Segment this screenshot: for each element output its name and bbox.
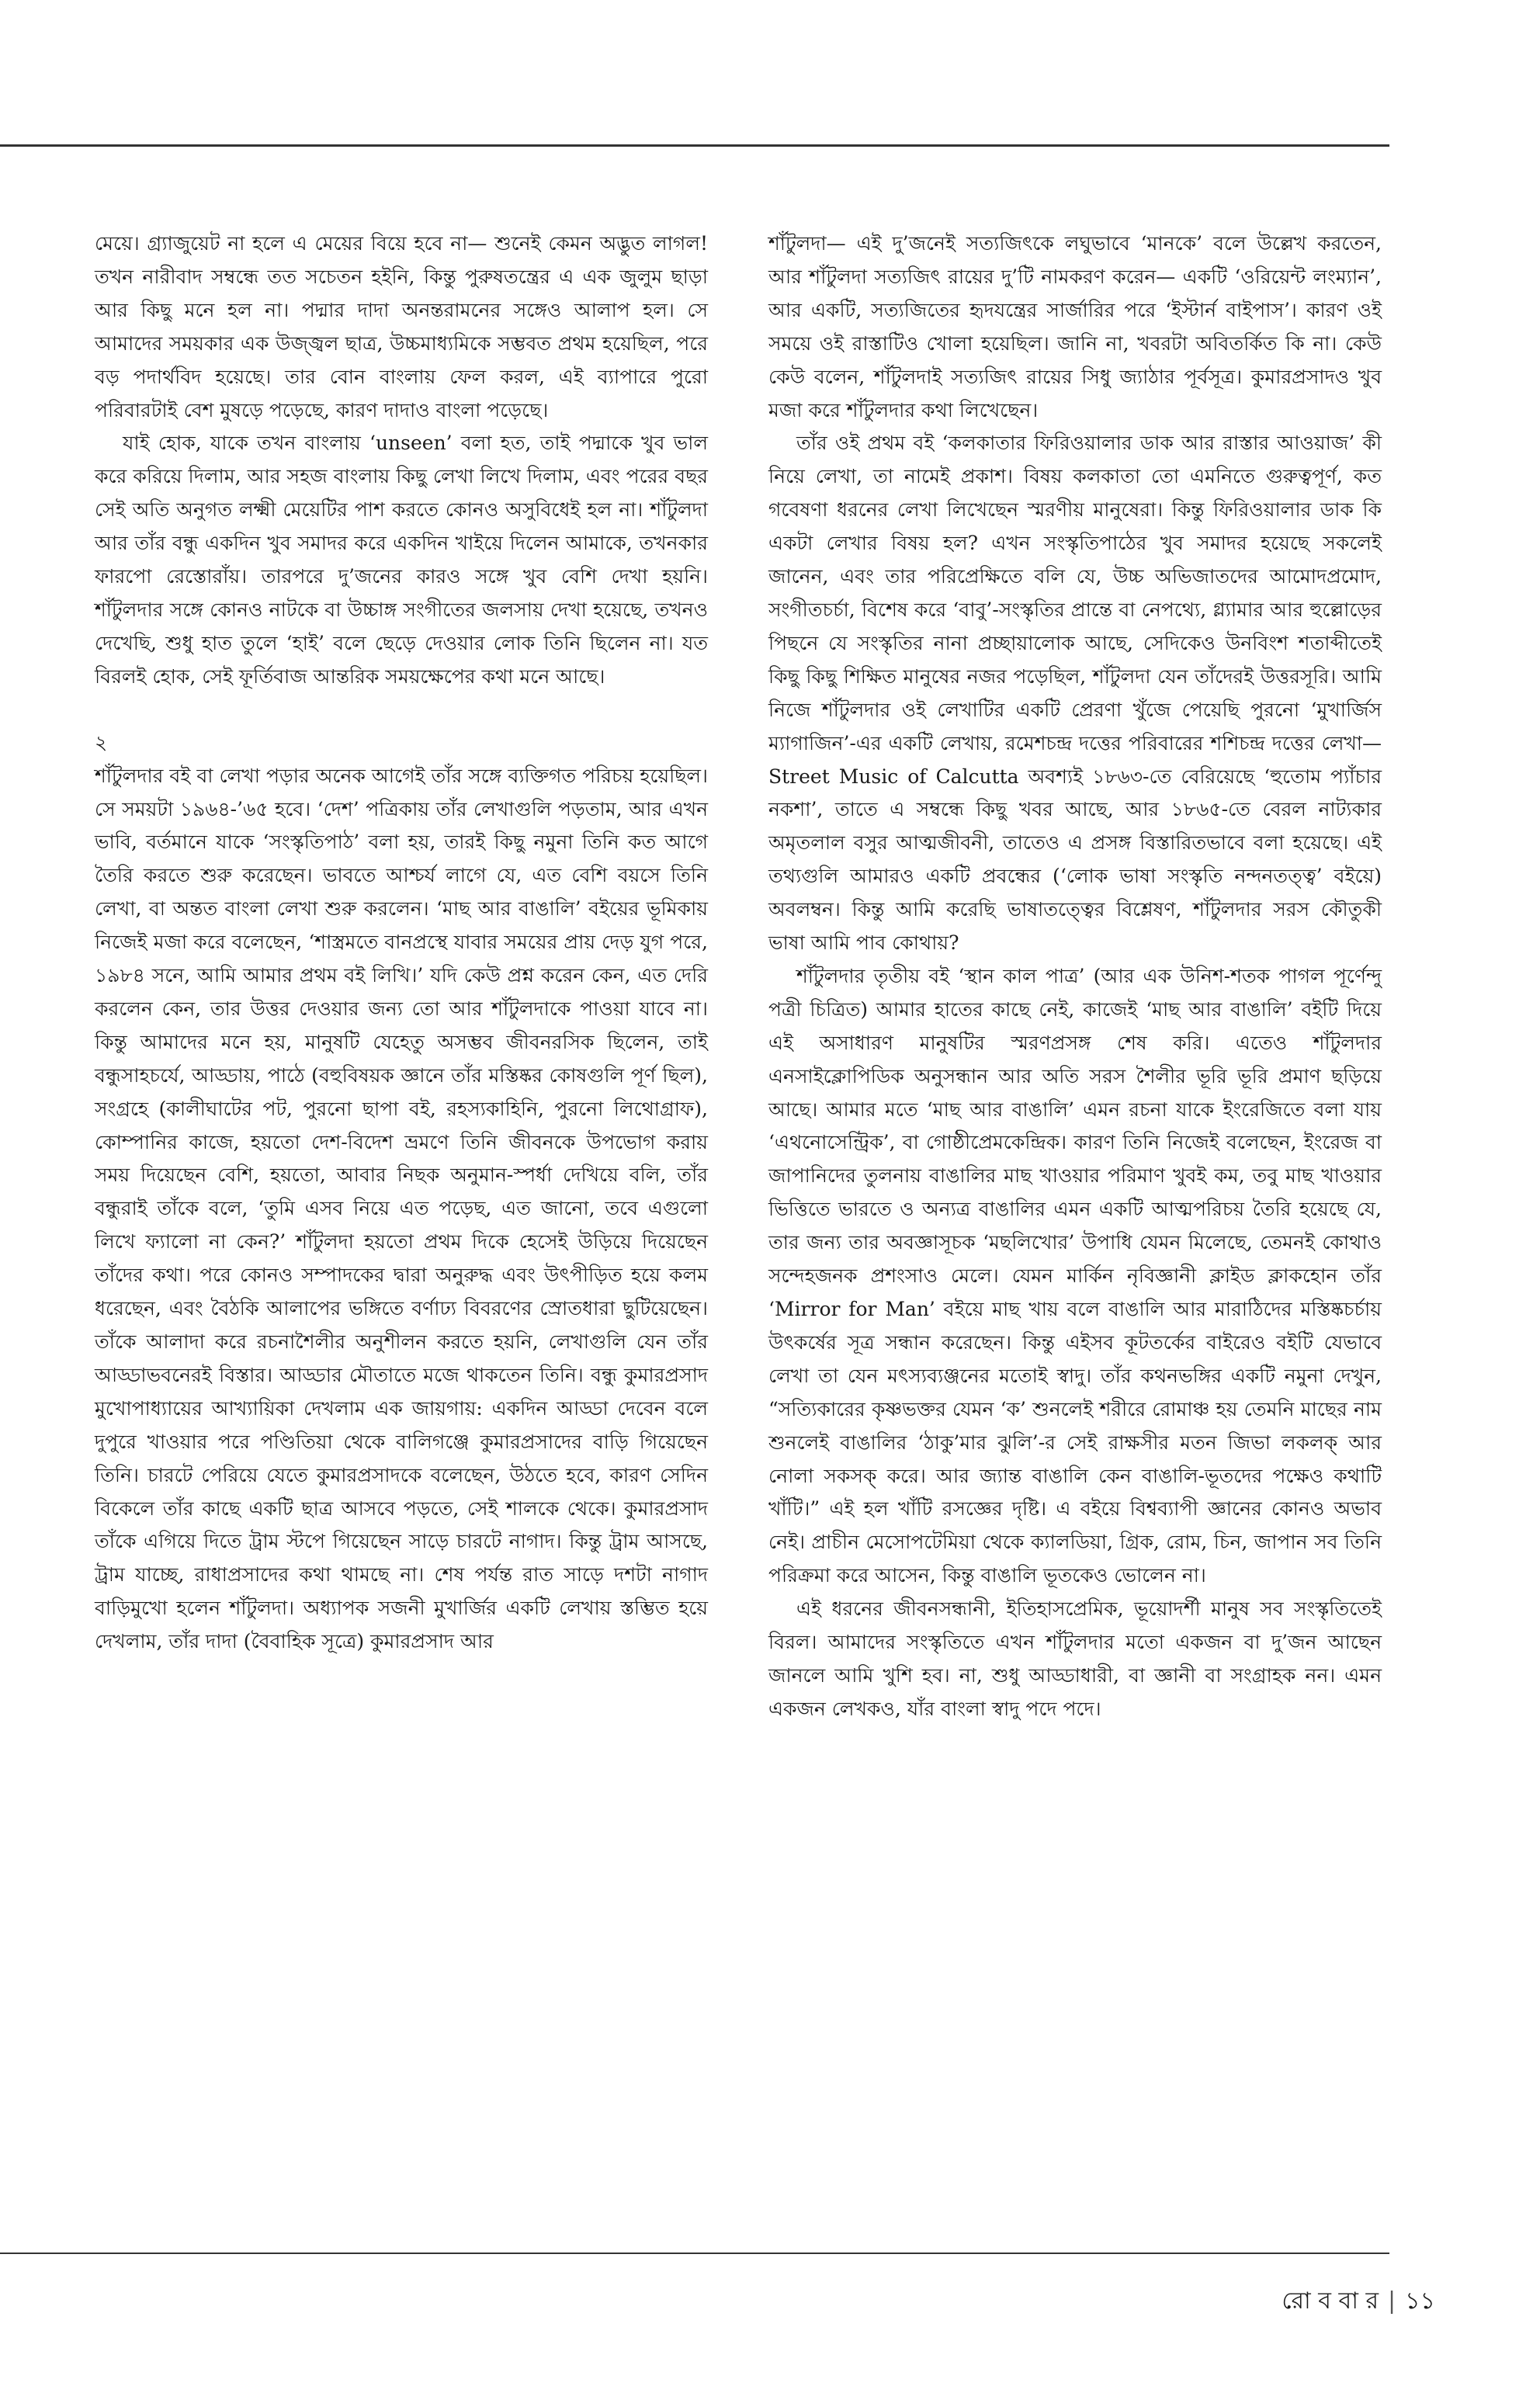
paragraph: শাঁটুলদার বই বা লেখা পড়ার অনেক আগেই তাঁর সঙ্গে ব্যক্তিগত পরিচয় হয়েছিল। সে সময়টা ১৯৬৪-’৬৫ হবে। ‘দেশ’ পত্রিকায় তাঁর লেখাগুলি পড়তাম, আর এখন ভাবি, বর্তমানে যাকে ‘সংস্কৃতিপাঠ’ বলা হয়, তারই কিছু নমুনা তিনি কত আগে তৈরি করতে শুরু করেছেন। ভাবতে আশ্চর্য লাগে যে, এত বেশি বয়সে তিনি লেখা, বা অন্তত বাংলা লেখা শুরু করলেন। ‘মাছ আর বাঙালি’ বইয়ের ভূমিকায় নিজেই মজা করে বলেছেন, ‘শাস্ত্রমতে বানপ্রস্থে যাবার সময়ের প্রায় দেড় যুগ পরে, ১৯৮৪ সনে, আমি আমার প্রথম বই লিখি।’ যদি কেউ প্রশ্ন করেন কেন, এত দেরি করলেন কেন, তার উত্তর দেওয়ার জন্য তো আর শাঁটুলদাকে পাওয়া যাবে না। কিন্তু আমাদের মনে হয়, মানুষটি যেহেতু অসম্ভব জীবনরসিক ছিলেন, তাই বন্ধুসাহচর্যে, আড্ডায়, পাঠে (বহুবিষয়ক জ্ঞানে তাঁর মস্তিষ্কর কোষগুলি পূর্ণ ছিল), সংগ্রহে (কালীঘাটের পট, পুরনো ছাপা বই, রহস্যকাহিনি, পুরনো লিথোগ্রাফ), কোম্পানির কাজে, হয়তো দেশ-বিদেশ ভ্রমণে তিনি জীবনকে উপভোগ করায় সময় দিয়েছেন বেশি, হয়তো, আবার নিছক অনুমান-স্পর্ধা দেখিয়ে বলি, তাঁর বন্ধুরাই তাঁকে বলে, ‘তুমি এসব নিয়ে এত পড়েছ, এত জানো, তবে এগুলো লিখে ফ্যালো না কেন?’ শাঁটুলদা হয়তো প্রথম দিকে হেসেই উড়িয়ে দিয়েছেন তাঁদের কথা। পরে কোনও সম্পাদকের দ্বারা অনুরুদ্ধ এবং উৎপীড়িত হয়ে কলম ধরেছেন, এবং বৈঠকি আলাপের ভঙ্গিতে বর্ণাঢ্য বিবরণের স্রোতধারা ছুটিয়েছেন। তাঁকে আলাদা করে রচনাশৈলীর অনুশীলন করতে হয়নি, লেখাগুলি যেন তাঁর আড্ডাভবনেরই বিস্তার। আড্ডার মৌতাতে মজে থাকতেন তিনি। বন্ধু কুমারপ্রসাদ মুখোপাধ্যায়ের আখ্যায়িকা দেখলাম এক জায়গায়: একদিন আড্ডা দেবেন বলে দুপুরে খাওয়ার পরে পণ্ডিতিয়া থেকে বালিগঞ্জে কুমারপ্রসাদের বাড়ি গিয়েছেন তিনি। চারটে পেরিয়ে যেতে কুমারপ্রসাদকে বলেছেন, উঠতে হবে, কারণ সেদিন বিকেলে তাঁর কাছে একটি ছাত্র আসবে পড়তে, সেই শালকে থেকে। কুমারপ্রসাদ তাঁকে এগিয়ে দিতে ট্রাম স্টপে গিয়েছেন সাড়ে চারটে নাগাদ। কিন্তু ট্রাম আসছে, ট্রাম যাচ্ছে, রাধাপ্রসাদের কথা থামছে না। শেষ পর্যন্ত রাত সাড়ে দশটা নাগাদ বাড়িমুখো হলেন শাঁটুলদা। অধ্যাপক সজনী মুখার্জির একটি লেখায় স্তম্ভিত হয়ে দেখলাম, তাঁর দাদা (বৈবাহিক সূত্রে) কুমারপ্রসাদ আর [95, 764, 708, 1653]
paragraph: মেয়ে। গ্র্যাজুয়েট না হলে এ মেয়ের বিয়ে হবে না— শুনেই কেমন অদ্ভুত লাগল! তখন নারীবাদ সম্বন্ধে তত সচেতন হইনি, কিন্তু পুরুষতন্ত্রের এ এক জুলুম ছাড়া আর কিছু মনে হল না। পদ্মার দাদা অনন্তরামনের সঙ্গেও আলাপ হল। সে আমাদের সময়কার এক উজ্জ্বল ছাত্র, উচ্চমাধ্যমিকে সম্ভবত প্রথম হয়েছিল, পরে বড় পদার্থবিদ হয়েছে। তার বোন বাংলায় ফেল করল, এই ব্যাপারে পুরো পরিবারটাই বেশ মুষড়ে পড়েছে, কারণ দাদাও বাংলা পড়েছে। [95, 232, 708, 421]
paragraph: তাঁর ওই প্রথম বই ‘কলকাতার ফিরিওয়ালার ডাক আর রাস্তার আওয়াজ’ কী নিয়ে লেখা, তা নামেই প্রকাশ। বিষয় কলকাতা তো এমনিতে গুরুত্বপূর্ণ, কত গবেষণা ধরনের লেখা লিখেছেন স্মরণীয় মানুষেরা। কিন্তু ফিরিওয়ালার ডাক কি একটা লেখার বিষয় হল? এখন সংস্কৃতিপাঠের খুব সমাদর হয়েছে সকলেই জানেন, এবং তার পরিপ্রেক্ষিতে বলি যে, উচ্চ অভিজাতদের আমোদপ্রমোদ, সংগীতচর্চা, বিশেষ করে ‘বাবু’-সংস্কৃতির প্রান্তে বা নেপথ্যে, গ্ল্যামার আর হুল্লোড়ের পিছনে যে সংস্কৃতির নানা প্রচ্ছায়ালোক আছে, সেদিকেও উনবিংশ শতাব্দীতেই কিছু কিছু শিক্ষিত মানুষের নজর পড়েছিল, শাঁটুলদা যেন তাঁদেরই উত্তরসূরি। আমি নিজে শাঁটুলদার ওই লেখাটির একটি প্রেরণা খুঁজে পেয়েছি পুরনো ‘মুখার্জিস ম্যাগাজিন’-এর একটি লেখায়, রমেশচন্দ্র দত্তের পরিবারের শশিচন্দ্র দত্তের লেখা— Street Music of Calcutta অবশ্যই ১৮৬৩-তে বেরিয়েছে ‘হুতোম প্যাঁচার নকশা’, তাতে এ সম্বন্ধে কিছু খবর আছে, আর ১৮৬৫-তে বেরল নাট্যকার অমৃতলাল বসুর আত্মজীবনী, তাতেও এ প্রসঙ্গ বিস্তারিতভাবে বলা হয়েছে। এই তথ্যগুলি আমারও একটি প্রবন্ধের (‘লোক ভাষা সংস্কৃতি নন্দনতত্ত্ব’ বইয়ে) অবলম্বন। কিন্তু আমি করেছি ভাষাতত্ত্বের বিশ্লেষণ, শাঁটুলদার সরস কৌতুকী ভাষা আমি পাব কোথায়? [768, 432, 1382, 955]
section-number: ২ [95, 730, 108, 754]
top-rule [0, 144, 1389, 147]
bottom-rule [0, 2253, 1389, 2254]
publication-name: রো ব বা র [1282, 2287, 1379, 2315]
left-column [95, 227, 708, 1659]
paragraph: শাঁটুলদা— এই দু’জনেই সত্যজিৎকে লঘুভাবে ‘মানকে’ বলে উল্লেখ করতেন, আর শাঁটুলদা সত্যজিৎ রায়ের দু’টি নামকরণ করেন— একটি ‘ওরিয়েন্ট লংম্যান’, আর একটি, সত্যজিতের হৃদযন্ত্রের সার্জারির পরে ‘ইস্টার্ন বাইপাস’। কারণ ওই সময়ে ওই রাস্তাটিও খোলা হয়েছিল। জানি না, খবরটা অবিতর্কিত কি না। কেউ কেউ বলেন, শাঁটুলদাই সত্যজিৎ রায়ের সিধু জ্যাঠার পূর্বসূত্র। কুমারপ্রসাদও খুব মজা করে শাঁটুলদার কথা লিখেছেন। [768, 232, 1382, 421]
paragraph: যাই হোক, যাকে তখন বাংলায় ‘unseen’ বলা হত, তাই পদ্মাকে খুব ভাল করে করিয়ে দিলাম, আর সহজ বাংলায় কিছু লেখা লিখে দিলাম, এবং পরের বছর সেই অতি অনুগত লক্ষ্মী মেয়েটির পাশ করতে কোনও অসুবিধেই হল না। শাঁটুলদা আর তাঁর বন্ধু একদিন খুব সমাদর করে একদিন খাইয়ে দিলেন আমাকে, তখনকার ফারপো রেস্তোরাঁয়। তারপরে দু’জনের কারও সঙ্গে খুব বেশি দেখা হয়নি। শাঁটুলদার সঙ্গে কোনও নাটকে বা উচ্চাঙ্গ সংগীতের জলসায় দেখা হয়েছে, তখনও দেখেছি, শুধু হাত তুলে ‘হাই’ বলে ছেড়ে দেওয়ার লোক তিনি ছিলেন না। যত বিরলই হোক, সেই ফূর্তিবাজ আন্তরিক সময়ক্ষেপের কথা মনে আছে। [95, 432, 708, 688]
paragraph: শাঁটুলদার তৃতীয় বই ‘স্থান কাল পাত্র’ (আর এক উনিশ-শতক পাগল পূর্ণেন্দু পত্রী চিত্রিত) আমার হাতের কাছে নেই, কাজেই ‘মাছ আর বাঙালি’ বইটি দিয়ে এই অসাধারণ মানুষটির স্মরণপ্রসঙ্গ শেষ করি। এতেও শাঁটুলদার এনসাইক্লোপিডিক অনুসন্ধান আর অতি সরস শৈলীর ভূরি ভূরি প্রমাণ ছড়িয়ে আছে। আমার মতে ‘মাছ আর বাঙালি’ এমন রচনা যাকে ইংরেজিতে বলা যায় ‘এথনোসেন্ট্রিক’, বা গোষ্ঠীপ্রেমকেন্দ্রিক। কারণ তিনি নিজেই বলেছেন, ইংরেজ বা জাপানিদের তুলনায় বাঙালির মাছ খাওয়ার পরিমাণ খুবই কম, তবু মাছ খাওয়ার ভিত্তিতে ভারতে ও অন্যত্র বাঙালির এমন একটি আত্মপরিচয় তৈরি হয়েছে যে, তার জন্য তার অবজ্ঞাসূচক ‘মছলিখোর’ উপাধি যেমন মিলেছে, তেমনই কোথাও সন্দেহজনক প্রশংসাও মেলে। যেমন মার্কিন নৃবিজ্ঞানী ক্লাইড ক্লাকহোন তাঁর ‘Mirror for Man’ বইয়ে মাছ খায় বলে বাঙালি আর মারাঠিদের মস্তিষ্কচর্চায় উৎকর্ষের সূত্র সন্ধান করেছেন। কিন্তু এইসব কূটতর্কের বাইরেও বইটি যেভাবে লেখা তা যেন মৎস্যব্যঞ্জনের মতোই স্বাদু। তাঁর কথনভঙ্গির একটি নমুনা দেখুন, “সত্যিকারের কৃষ্ণভক্তর যেমন ‘ক’ শুনলেই শরীরে রোমাঞ্চ হয় তেমনি মাছের নাম শুনলেই বাঙালির ‘ঠাকু’মার ঝুলি’-র সেই রাক্ষসীর মতন জিভা লকলক্ আর নোলা সকসক্ করে। আর জ্যান্ত বাঙালি কেন বাঙালি-ভূতদের পক্ষেও কথাটি খাঁটি।” এই হল খাঁটি রসজ্ঞের দৃষ্টি। এ বইয়ে বিশ্বব্যাপী জ্ঞানের কোনও অভাব নেই। প্রাচীন মেসোপটেমিয়া থেকে ক্যালডিয়া, গ্রিক, রোম, চিন, জাপান সব তিনি পরিক্রমা করে আসেন, কিন্তু বাঙালি ভূতকেও ভোলেন না। [768, 964, 1382, 1587]
right-column [768, 227, 1382, 1726]
page-number: ১১ [1405, 2287, 1435, 2315]
page-footer [1282, 2282, 1435, 2322]
paragraph: এই ধরনের জীবনসন্ধানী, ইতিহাসপ্রেমিক, ভূয়োদর্শী মানুষ সব সংস্কৃতিতেই বিরল। আমাদের সংস্কৃতিতে এখন শাঁটুলদার মতো একজন বা দু’জন আছেন জানলে আমি খুশি হব। না, শুধু আড্ডাধারী, বা জ্ঞানী বা সংগ্রাহক নন। এমন একজন লেখকও, যাঁর বাংলা স্বাদু পদে পদে। [768, 1597, 1382, 1720]
footer-separator: | [1387, 2287, 1396, 2315]
